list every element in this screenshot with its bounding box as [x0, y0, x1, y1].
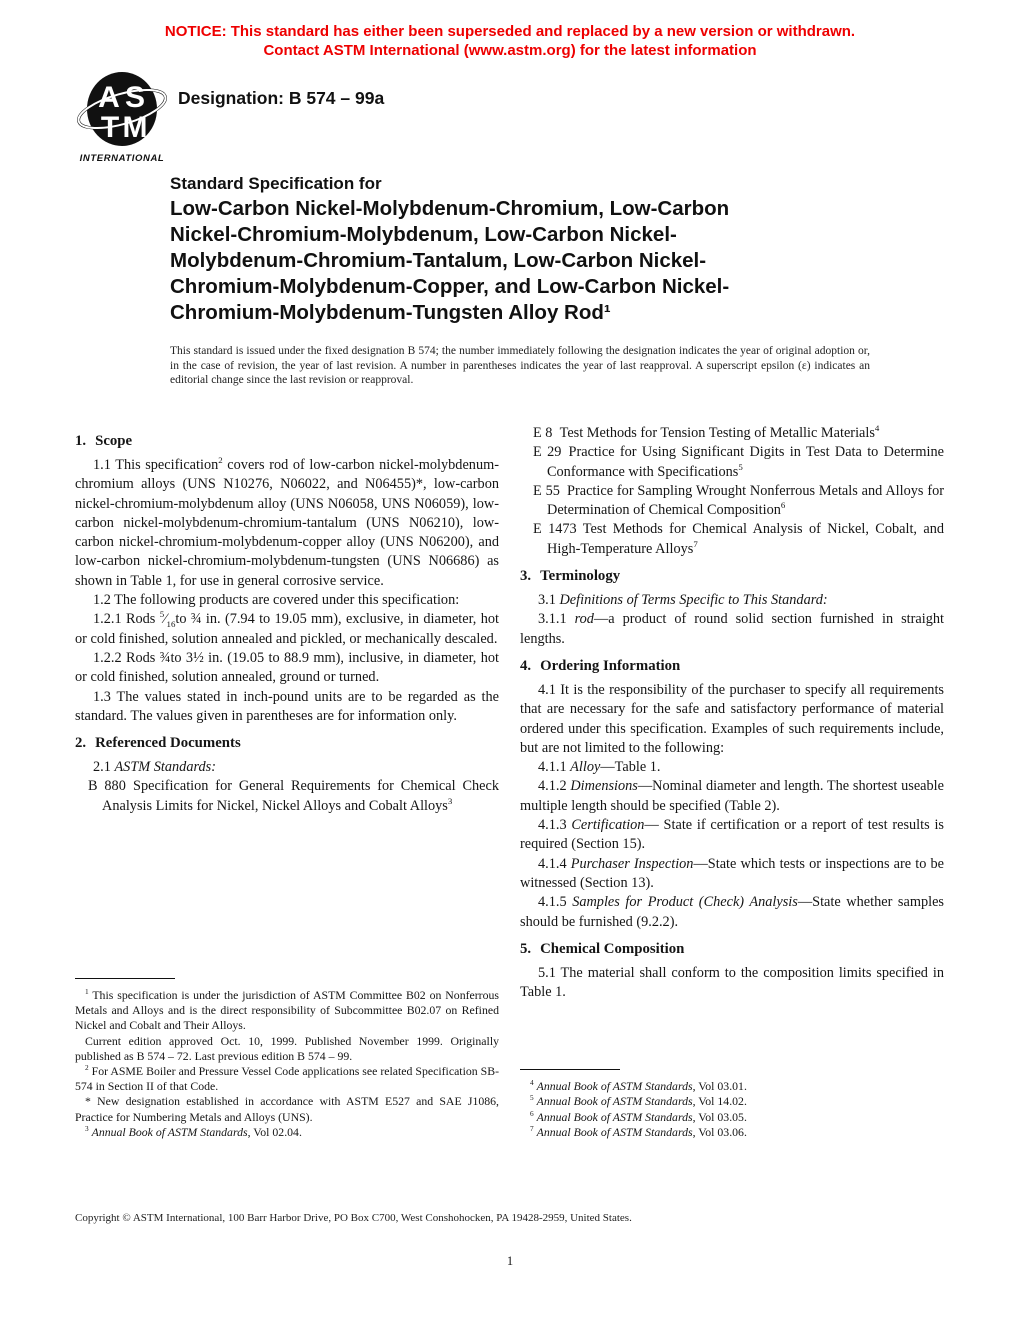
paragraph: 4.1.1 Alloy—Table 1.	[538, 759, 661, 776]
reference-item: E 29 Practice for Using Significant Digits in Test Data to Determine Conformance with Specifications$^5$	[533, 444, 944, 480]
section-heading: 4. Ordering Information	[520, 657, 681, 674]
section-heading: 5. Chemical Composition	[520, 940, 685, 957]
title-kicker: Standard Specification for	[170, 174, 382, 193]
copyright: Copyright © ASTM International, 100 Barr Harbor Drive, PO Box C700, West Conshohocken, PA 19428-2959, United States.	[75, 1212, 632, 1224]
section-heading: 1. Scope	[75, 433, 133, 449]
column-right-footnotes	[520, 1069, 944, 1140]
issued-note: This standard is issued under the fixed designation B 574; the number immediately following the designation indicates the year of original adoption or, in the case of revision, the year of last revision. A number in parentheses indicates the year of last reapproval. A superscript epsilon (ε) indicates an editorial change since the last revision or reapproval.	[170, 345, 870, 387]
footnote: $^1$ This specification is under the jurisdiction of ASTM Committee B02 on Nonferrous Metals and Alloys and is the direct responsibility of Subcommittee B02.07 on Refined Nickel and Cobalt and Their Alloys.	[75, 987, 499, 1033]
paragraph: 5.1 The material shall conform to the composition limits specified in Table 1.	[520, 964, 944, 1001]
paragraph: 1.2.2 Rods ¾to 3½ in. (19.05 to 88.9 mm), inclusive, in diameter, hot or cold finished, solution annealed, ground or turned.	[75, 649, 499, 686]
paragraph: 4.1.5 Samples for Product (Check) Analysis—State whether samples should be furnished (9.2.2).	[520, 894, 944, 930]
svg-text:T: T	[100, 111, 120, 144]
title-line: Low-Carbon Nickel-Molybdenum-Chromium, Low-Carbon	[170, 197, 730, 220]
footnote: Current edition approved Oct. 10, 1999. Published November 1999. Originally published as B 574 – 72. Last previous edition B 574 – 99.	[75, 1033, 499, 1063]
svg-text:M: M	[122, 111, 148, 144]
footnote-rule	[75, 978, 175, 979]
paragraph: 1.2 The following products are covered under this specification:	[93, 592, 460, 609]
column-right-body	[520, 424, 944, 1002]
paragraph: 3.1.1 rod—a product of round solid section furnished in straight lengths.	[520, 611, 944, 647]
designation: Designation: B 574 – 99a	[178, 88, 385, 108]
title-line: Nickel-Chromium-Molybdenum, Low-Carbon Nickel-	[170, 223, 677, 246]
supersession-notice	[0, 22, 1020, 60]
footnote: $^5$ Annual Book of ASTM Standards, Vol 14.02.	[530, 1093, 747, 1109]
footnote: $^6$ Annual Book of ASTM Standards, Vol 03.05.	[530, 1108, 747, 1124]
reference-item: E 1473 Test Methods for Chemical Analysis of Nickel, Cobalt, and High-Temperature Alloys$^7$	[533, 521, 944, 557]
footnote: $^4$ Annual Book of ASTM Standards, Vol 03.01.	[530, 1078, 747, 1094]
reference-item: E 8 Test Methods for Tension Testing of Metallic Materials$^4$	[533, 423, 880, 441]
section-heading: 3. Terminology	[520, 568, 621, 585]
column-left-footnotes	[75, 978, 499, 1140]
footnote-rule	[520, 1069, 620, 1070]
column-left	[75, 424, 499, 1140]
title-block	[170, 172, 900, 326]
section-heading: 2. Referenced Documents	[75, 735, 241, 752]
paragraph: 4.1.2 Dimensions—Nominal diameter and length. The shortest useable multiple length should be specified (Table 2).	[520, 778, 944, 814]
notice-line-1: NOTICE: This standard has either been superseded and replaced by a new version or withdrawn.	[164, 23, 856, 40]
page-number: 1	[506, 1254, 514, 1268]
column-right	[520, 424, 944, 1140]
paragraph: 4.1 It is the responsibility of the purchaser to specify all requirements that are necessary for the safe and satisfactory performance of material ordered under this specification. Examples of such requirements include, but are not limited to the following:	[520, 681, 944, 756]
astm-logo	[72, 70, 172, 164]
title-line: Molybdenum-Chromium-Tantalum, Low-Carbon Nickel-	[170, 249, 707, 272]
logo-international-label: INTERNATIONAL	[79, 153, 165, 164]
footnote: * New designation established in accordance with ASTM E527 and SAE J1086, Practice for Numbering Metals and Alloys (UNS).	[75, 1094, 499, 1124]
paragraph: 1.1 This specification$^2$ covers rod of low-carbon nickel-molybdenum-chromium alloys (UNS N10276, N06022, and N06455)*, low-carbon nickel-chromium-molybdenum alloy (UNS N06058, UNS N06059), low-carbon nickel-molybdenum-chromium-tantalum (UNS N06210), low-carbon nickel-chromium-molybdenum-copper alloy (UNS N06200), and low-carbon nickel-chromium-molybdenum-tungsten (UNS N06686) as shown in Table 1, for use in general corrosive service.	[75, 455, 499, 589]
body-columns	[75, 424, 944, 1140]
svg-text:S: S	[124, 81, 146, 114]
paragraph: 1.3 The values stated in inch-pound units are to be regarded as the standard. The values given in parentheses are for information only.	[75, 688, 499, 724]
notice-line-2: Contact ASTM International (www.astm.org) for the latest information	[263, 42, 757, 59]
footnote: $^7$ Annual Book of ASTM Standards, Vol 03.06.	[530, 1123, 747, 1139]
column-left-body	[75, 424, 499, 816]
svg-text:A: A	[98, 81, 120, 114]
paragraph: 2.1 ASTM Standards:	[93, 759, 216, 776]
title-line: Chromium-Molybdenum-Copper, and Low-Carbon Nickel-	[170, 275, 730, 298]
title-line: Chromium-Molybdenum-Tungsten Alloy Rod¹	[170, 301, 611, 324]
reference-item: E 55 Practice for Sampling Wrought Nonferrous Metals and Alloys for Determination of Chemical Composition$^6$	[533, 482, 944, 519]
reference-item: B 880 Specification for General Requirements for Chemical Check Analysis Limits for Nickel, Nickel Alloys and Cobalt Alloys$^3$	[88, 778, 499, 814]
astm-globe-icon	[76, 70, 168, 152]
paragraph: 4.1.3 Certification— State if certification or a report of test results is required (Section 15).	[520, 817, 944, 853]
footnote: $^3$ Annual Book of ASTM Standards, Vol 02.04.	[85, 1123, 302, 1139]
paragraph: 1.2.1 Rods $^5⁄_{16}to$ ¾ in. (7.94 to 19.05 mm), exclusive, in diameter, hot or cold finished, solution annealed and pickled, or mechanically descaled.	[75, 609, 499, 647]
footnote: $^2$ For ASME Boiler and Pressure Vessel Code applications see related Specification SB-574 in Section II of that Code.	[75, 1063, 499, 1094]
paragraph: 3.1 Definitions of Terms Specific to This Standard:	[538, 592, 828, 609]
paragraph: 4.1.4 Purchaser Inspection—State which tests or inspections are to be witnessed (Section 13).	[520, 855, 944, 891]
